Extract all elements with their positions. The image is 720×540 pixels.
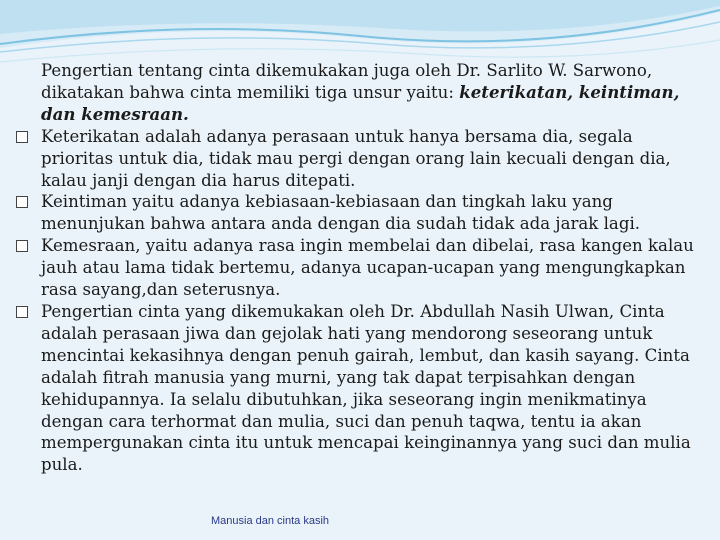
bullet-box-icon bbox=[16, 131, 28, 143]
term-keterikatan: Keterikatan bbox=[41, 126, 140, 146]
bullet-box-icon bbox=[16, 240, 28, 252]
paragraph-keintiman bbox=[22, 191, 702, 235]
bullet-box-icon bbox=[16, 196, 28, 208]
slide-body bbox=[22, 60, 702, 476]
paragraph-keintiman-text: yaitu adanya kebiasaan-kebiasaan dan tingkah laku yang menunjukan bahwa antara anda dengan dia sudah tidak ada jarak lagi. bbox=[41, 192, 641, 234]
paragraph-keterikatan bbox=[22, 126, 702, 192]
paragraph-kemesraan-text: , yaitu adanya rasa ingin membelai dan dibelai, rasa kangen kalau jauh atau lama tidak bertemu, adanya ucapan-ucapan yang mengungkapkan rasa sayang,dan seterusnya. bbox=[41, 236, 694, 300]
paragraph-sarlito bbox=[22, 60, 702, 126]
slide-footer: Manusia dan cinta kasih bbox=[211, 515, 330, 527]
paragraph-ulwan-text: Pengertian cinta yang dikemukakan oleh Dr. Abdullah Nasih Ulwan, Cinta adalah perasaan jiwa dan gejolak hati yang mendorong seseorang untuk mencintai kekasihnya dengan penuh gairah, lembut, dan kasih sayang. Cinta adalah fitrah manusia yang murni, yang tak dapat terpisahkan dengan kehidupannya. Ia selalu dibutuhkan, jika seseorang ingin menikmatinya dengan cara terhormat dan mulia, suci dan penuh taqwa, tentu ia akan mempergunakan cinta itu untuk mencapai keinginannya yang suci dan mulia pula. bbox=[41, 301, 691, 475]
bullet-box-icon bbox=[16, 306, 28, 318]
paragraph-keterikatan-text: adalah adanya perasaan untuk hanya bersama dia, segala prioritas untuk dia, tidak mau pergi dengan orang lain kecuali dengan dia, kalau janji dengan dia harus ditepati. bbox=[41, 126, 671, 190]
term-keintiman: Keintiman bbox=[41, 192, 128, 212]
paragraph-sarlito-emphasis: keterikatan, keintiman, dan kemesraan. bbox=[41, 81, 680, 124]
term-kemesraan: Kemesraan bbox=[41, 236, 136, 256]
paragraph-kemesraan bbox=[22, 235, 702, 301]
paragraph-sarlito-text: Pengertian tentang cinta dikemukakan juga oleh Dr. Sarlito W. Sarwono, dikatakan bahwa cinta memiliki tiga unsur yaitu: bbox=[41, 61, 653, 102]
paragraph-ulwan bbox=[22, 301, 702, 476]
